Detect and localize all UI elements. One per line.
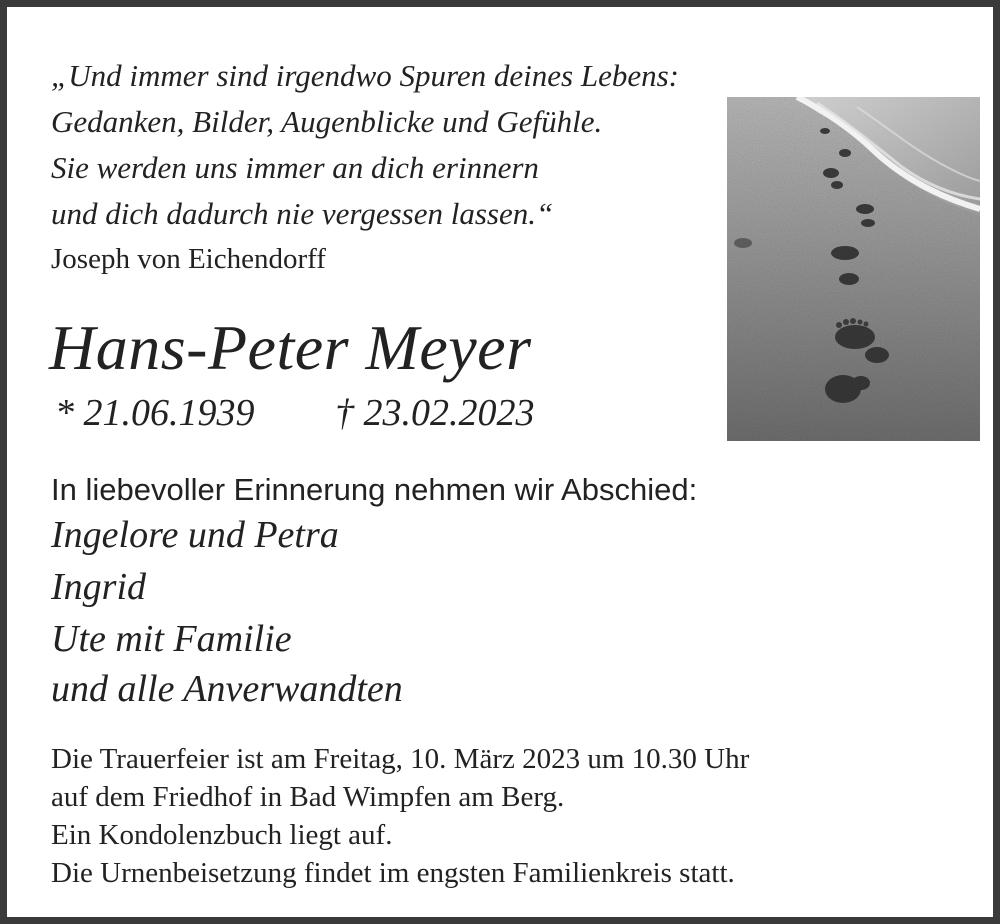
- death-date: † 23.02.2023: [335, 392, 535, 434]
- farewell-intro: In liebevoller Erinnerung nehmen wir Abschied:: [51, 472, 698, 507]
- mourner-line: und alle Anverwandten: [51, 668, 403, 710]
- notice-line: auf dem Friedhof in Bad Wimpfen am Berg.: [51, 781, 565, 813]
- mourner-line: Ingelore und Petra: [51, 514, 339, 556]
- notice-line: Die Trauerfeier ist am Freitag, 10. März 2023 um 10.30 Uhr: [51, 743, 750, 775]
- quote-line-1: „Und immer sind irgendwo Spuren deines Lebens:: [51, 58, 679, 93]
- quote-line-4: und dich dadurch nie vergessen lassen.“: [51, 196, 554, 231]
- footprints-in-sand-icon: [727, 97, 980, 441]
- notice-line: Ein Kondolenzbuch liegt auf.: [51, 819, 393, 851]
- quote-author: Joseph von Eichendorff: [51, 243, 326, 275]
- birth-date: * 21.06.1939: [55, 392, 255, 434]
- footprints-photo: [727, 97, 980, 441]
- mourner-line: Ute mit Familie: [51, 618, 292, 660]
- notice-line: Die Urnenbeisetzung findet im engsten Familienkreis statt.: [51, 857, 735, 889]
- deceased-name: Hans-Peter Meyer: [49, 312, 532, 383]
- quote-line-3: Sie werden uns immer an dich erinnern: [51, 150, 539, 185]
- quote-line-2: Gedanken, Bilder, Augenblicke und Gefühle.: [51, 104, 603, 139]
- mourner-line: Ingrid: [51, 566, 146, 608]
